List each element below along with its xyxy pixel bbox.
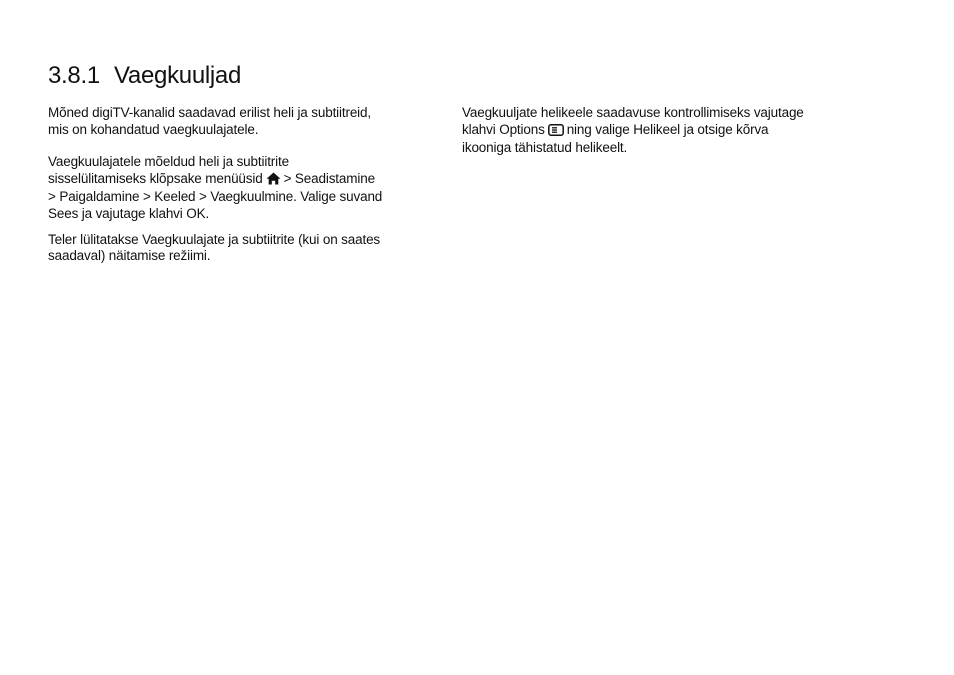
home-icon [266, 172, 281, 190]
text-line-with-icon [462, 122, 862, 141]
text-segment: > Seadistamine [283, 170, 375, 186]
text-line: mis on kohandatud vaegkuulajatele. [48, 121, 259, 137]
paragraph-result [48, 232, 428, 265]
paragraph-check-language [462, 105, 862, 157]
paragraph-intro [48, 105, 428, 138]
paragraph-instructions [48, 154, 428, 222]
text-line: Sees ja vajutage klahvi OK. [48, 205, 210, 221]
text-segment: ning valige Helikeel ja otsige kõrva [566, 121, 769, 137]
text-line: Teler lülitatakse Vaegkuulajate ja subtiitrite (kui on saates [48, 231, 381, 247]
text-segment: klahvi Options [462, 121, 545, 137]
text-line: ikooniga tähistatud helikeelt. [462, 140, 628, 156]
left-column [48, 105, 428, 265]
right-column [462, 105, 862, 157]
section-heading [48, 60, 241, 92]
text-segment: sisselülitamiseks klõpsake menüüsid [48, 170, 263, 186]
text-line-with-icon [48, 171, 428, 190]
section-number: 3.8.1 [48, 62, 100, 89]
text-line: Vaegkuulajatele mõeldud heli ja subtiitrite [48, 154, 289, 170]
text-line: > Paigaldamine > Keeled > Vaegkuulmine. Valige suvand [48, 189, 383, 205]
text-line: Vaegkuuljate helikeele saadavuse kontrollimiseks vajutage [462, 105, 804, 120]
text-line: Mõned digiTV-kanalid saadavad erilist heli ja subtiitreid, [48, 105, 371, 120]
section-title: Vaegkuuljad [114, 62, 242, 89]
text-line: saadaval) näitamise režiimi. [48, 248, 211, 264]
options-icon [548, 124, 564, 141]
